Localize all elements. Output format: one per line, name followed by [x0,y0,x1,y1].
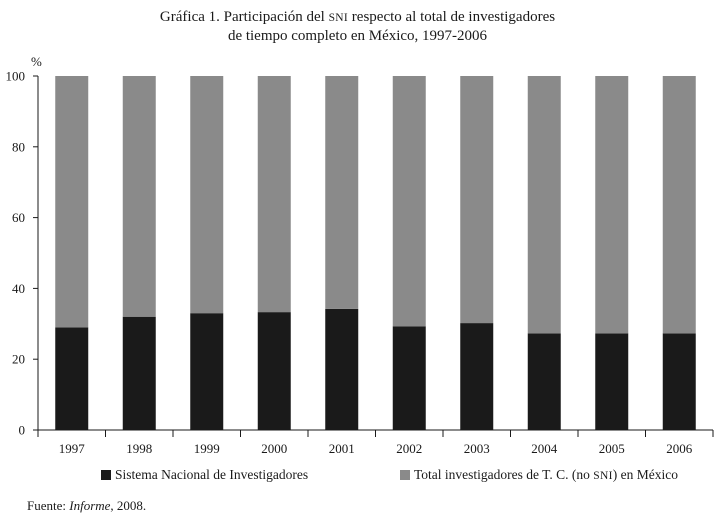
bar-sni-2006 [663,333,696,430]
x-tick-label: 1997 [58,441,85,456]
bar-sni-1998 [123,317,156,430]
bar-sni-2002 [393,326,426,430]
bar-no-sni-2001 [325,76,358,309]
y-tick-label: 0 [18,422,25,438]
bar-sni-1999 [190,313,223,430]
x-tick-label: 2000 [261,441,288,456]
bar-sni-2004 [528,333,561,430]
x-tick-label: 2003 [463,441,490,456]
x-tick-label: 1998 [126,441,153,456]
source-prefix: Fuente: [27,498,70,513]
legend-label-no-sni [414,467,678,483]
x-tick-label: 2002 [396,441,423,456]
bar-no-sni-2003 [460,76,493,323]
y-tick-label: 80 [12,139,25,155]
source-italic: Informe [69,498,111,513]
bars-group [55,76,696,430]
legend-swatch-sni [101,470,111,480]
bar-sni-2000 [258,312,291,430]
bar-no-sni-2002 [393,76,426,326]
legend-item-sni [101,467,308,483]
legend-label-no-sni-b: ) en México [612,467,678,482]
title-text-sni: SNI [328,12,349,24]
bar-no-sni-2004 [528,76,561,333]
x-tick-label: 2006 [666,441,693,456]
source-note [27,498,146,514]
y-tick-label: 60 [12,210,25,226]
bar-sni-2003 [460,323,493,430]
bar-no-sni-2006 [663,76,696,333]
y-tick-label: 100 [5,68,25,84]
x-tick-label: 2005 [598,441,625,456]
x-tick-label: 1999 [193,441,220,456]
legend-swatch-no-sni [400,470,410,480]
legend-label-no-sni-sc: SNI [593,470,613,482]
bar-sni-2005 [595,333,628,430]
legend-item-no-sni [400,467,678,483]
bar-no-sni-1998 [123,76,156,317]
bar-sni-1997 [55,327,88,430]
bar-no-sni-2000 [258,76,291,312]
bar-sni-2001 [325,309,358,430]
title-text-b: respecto al total de investigadores [348,9,556,25]
title-text-a: Gráfica 1. Participación del [159,9,329,25]
y-axis-label: % [31,54,42,69]
legend-label-no-sni-a: Total investigadores de T. C. (no [414,467,594,482]
source-suffix: , 2008. [110,498,147,513]
bar-no-sni-2005 [595,76,628,333]
x-tick-label: 2004 [531,441,558,456]
bar-no-sni-1997 [55,76,88,327]
chart-title-line-2: de tiempo completo en México, 1997-2006 [227,28,488,44]
bar-no-sni-1999 [190,76,223,313]
legend-label-sni: Sistema Nacional de Investigadores [115,467,309,482]
x-tick-label: 2001 [328,441,355,456]
y-tick-label: 20 [12,351,25,367]
y-tick-label: 40 [12,280,25,296]
